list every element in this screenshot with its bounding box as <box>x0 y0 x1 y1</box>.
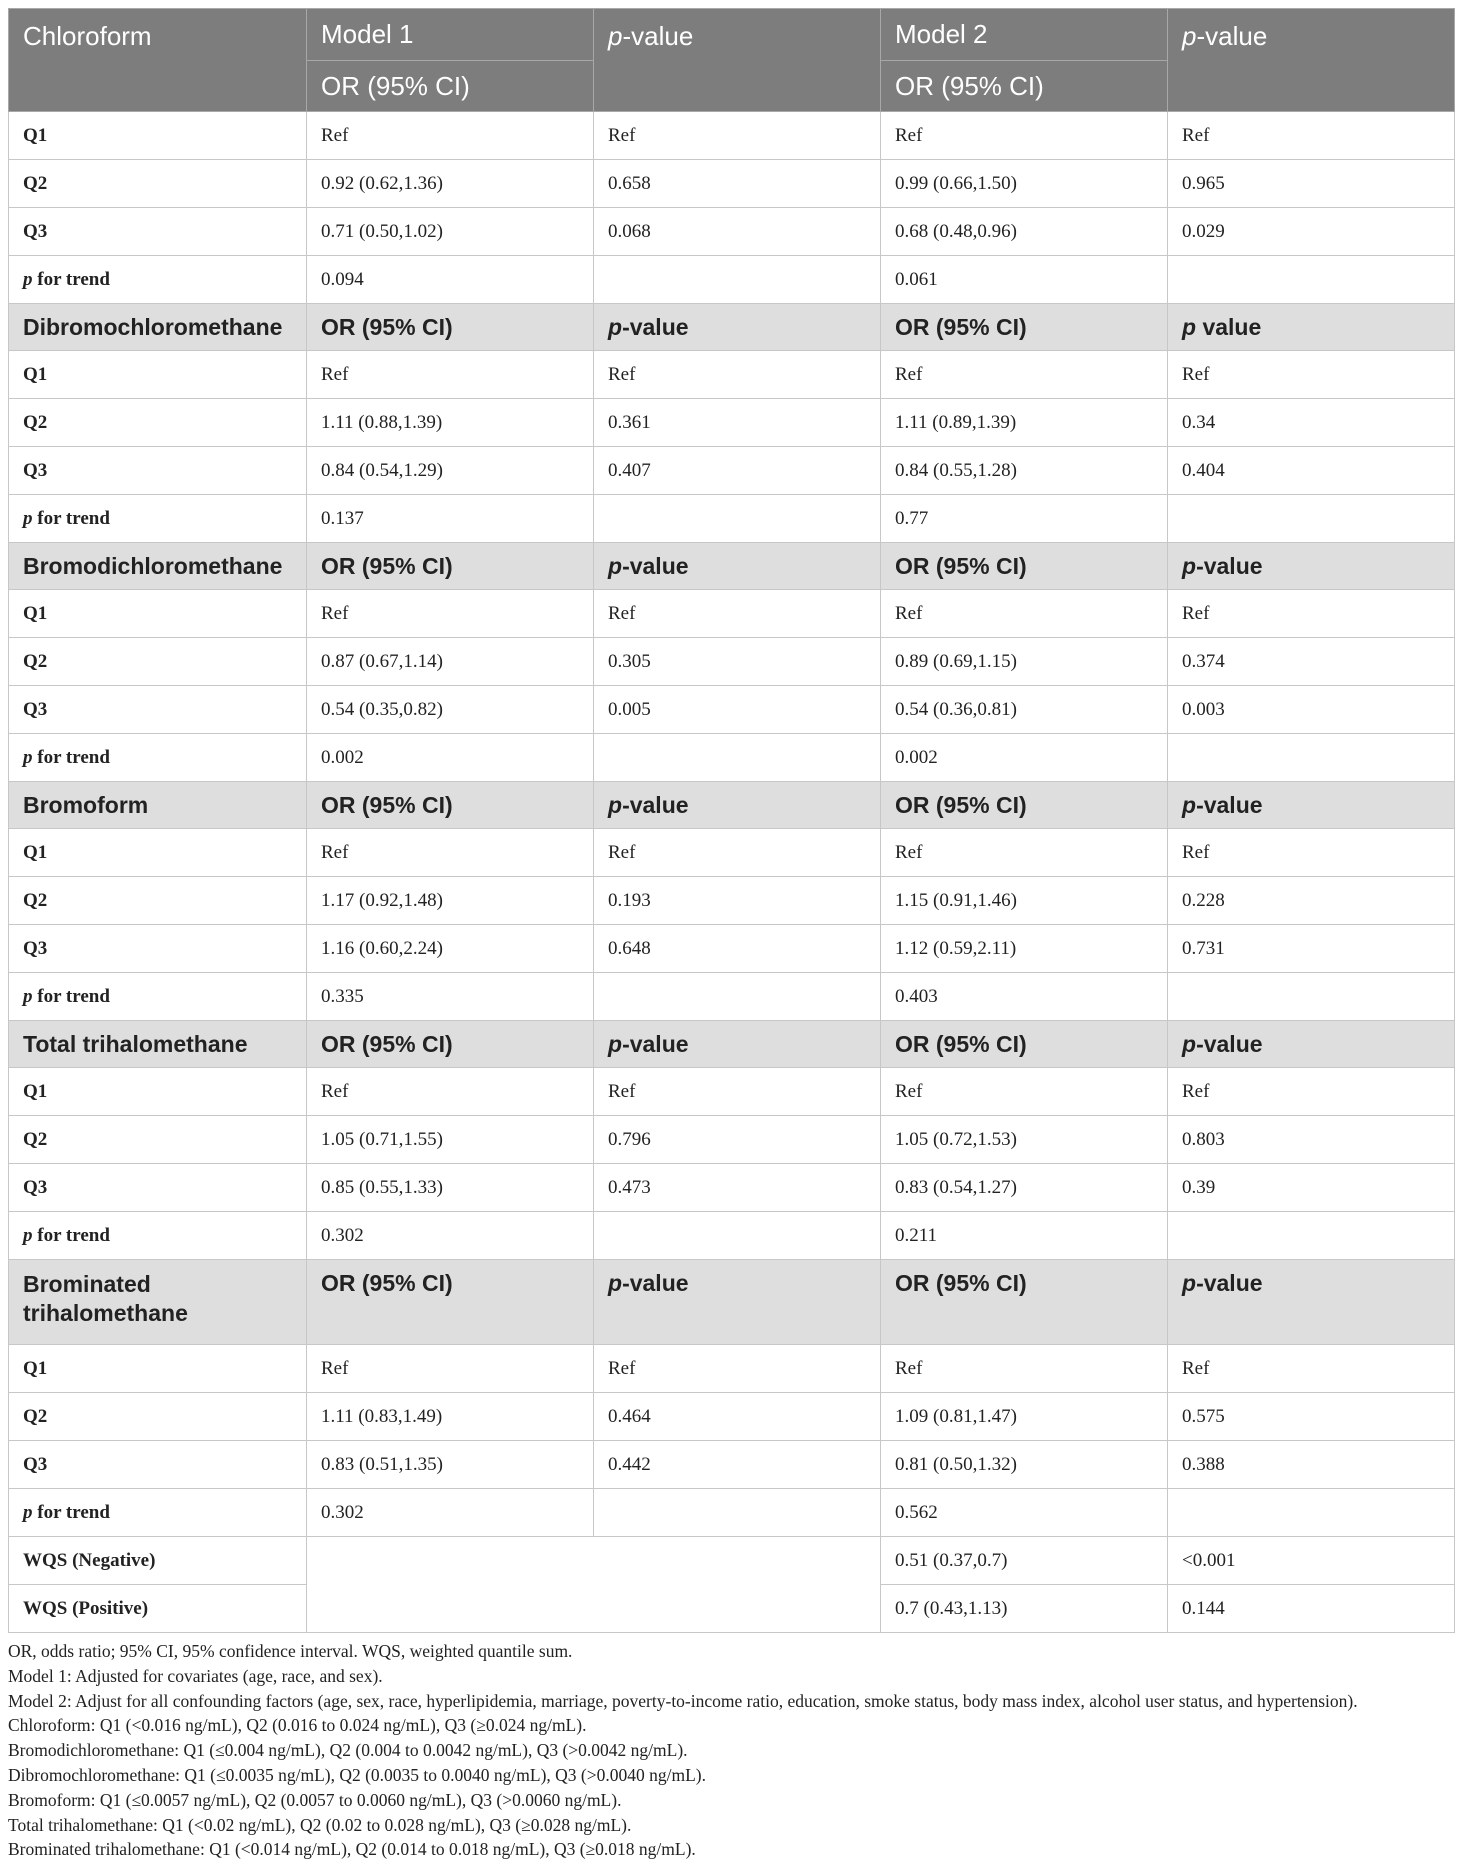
or-model-1: 1.17 (0.92,1.48) <box>307 877 594 925</box>
empty-cell <box>307 1537 881 1633</box>
or-model-1: Ref <box>307 112 594 160</box>
section-title: Bromodichloromethane <box>9 543 307 590</box>
table-row <box>9 1345 1455 1393</box>
section-p-header-1 <box>594 543 881 590</box>
p-model-1 <box>594 495 881 543</box>
p-model-2: Ref <box>1168 112 1455 160</box>
section-p-header-2 <box>1168 1260 1455 1345</box>
or-model-2: Ref <box>881 829 1168 877</box>
table-row <box>9 638 1455 686</box>
section-p-header-2 <box>1168 782 1455 829</box>
section-header-row <box>9 543 1455 590</box>
table-body <box>9 112 1455 1633</box>
p-model-1: 0.796 <box>594 1116 881 1164</box>
table-row <box>9 829 1455 877</box>
trend-row <box>9 256 1455 304</box>
p-model-2 <box>1168 734 1455 782</box>
trend-row <box>9 973 1455 1021</box>
or-model-1: Ref <box>307 590 594 638</box>
p-suffix: -value <box>622 1270 689 1296</box>
section-or-header-1: OR (95% CI) <box>307 543 594 590</box>
p-model-2: 0.228 <box>1168 877 1455 925</box>
p-italic: p <box>23 1224 33 1246</box>
trend-text: for trend <box>32 1501 110 1523</box>
row-label <box>9 495 307 543</box>
p-model-2: 0.39 <box>1168 1164 1455 1212</box>
section-or-header-1: OR (95% CI) <box>307 1260 594 1345</box>
p-italic: p <box>23 746 33 768</box>
p-model-1: Ref <box>594 590 881 638</box>
p-suffix: -value <box>622 552 689 579</box>
footnote: Dibromochloromethane: Q1 (≤0.0035 ng/mL), Q2 (0.0035 to 0.0040 ng/mL), Q3 (>0.0040 ng/mL). <box>8 1764 706 1785</box>
p-model-1: 0.407 <box>594 447 881 495</box>
table-row <box>9 1164 1455 1212</box>
p-model-2: Ref <box>1168 1068 1455 1116</box>
footnote: Model 2: Adjust for all confounding factors (age, sex, race, hyperlipidemia, marriage, poverty-to-income ratio, education, smoke status, body mass index, alcohol user status, and hypertension). <box>8 1690 1358 1711</box>
or-model-2: 0.68 (0.48,0.96) <box>881 208 1168 256</box>
trend-text: for trend <box>32 985 110 1007</box>
header-model-2: Model 2 <box>881 9 1168 61</box>
section-or-header-2: OR (95% CI) <box>881 304 1168 351</box>
table-row <box>9 447 1455 495</box>
row-label: Q3 <box>9 447 307 495</box>
row-label: Q1 <box>9 351 307 399</box>
table-row <box>9 1116 1455 1164</box>
or-model-2: 0.51 (0.37,0.7) <box>881 1537 1168 1585</box>
footnote: Bromodichloromethane: Q1 (≤0.004 ng/mL), Q2 (0.004 to 0.0042 ng/mL), Q3 (>0.0042 ng/mL). <box>8 1740 688 1761</box>
row-label: Q3 <box>9 1164 307 1212</box>
table-row <box>9 590 1455 638</box>
section-p-header-2 <box>1168 543 1455 590</box>
p-model-2: 0.388 <box>1168 1441 1455 1489</box>
results-table <box>8 8 1455 1633</box>
row-label: Q1 <box>9 590 307 638</box>
footnote: OR, odds ratio; 95% CI, 95% confidence interval. WQS, weighted quantile sum. <box>8 1641 573 1661</box>
p-model-2: 0.029 <box>1168 208 1455 256</box>
or-model-1: 0.84 (0.54,1.29) <box>307 447 594 495</box>
wqs-row <box>9 1537 1455 1585</box>
p-italic: p <box>23 507 33 529</box>
table-header <box>9 9 1455 112</box>
table-row <box>9 925 1455 973</box>
section-p-header-2 <box>1168 1021 1455 1068</box>
or-model-2: 1.11 (0.89,1.39) <box>881 399 1168 447</box>
or-model-2: 0.7 (0.43,1.13) <box>881 1585 1168 1633</box>
section-or-header-1: OR (95% CI) <box>307 1021 594 1068</box>
p-suffix: value <box>1196 313 1262 340</box>
p-model-1: 0.658 <box>594 160 881 208</box>
or-model-1: 0.302 <box>307 1212 594 1260</box>
or-model-1: 1.11 (0.83,1.49) <box>307 1393 594 1441</box>
p-model-2 <box>1168 256 1455 304</box>
footnote: Brominated trihalomethane: Q1 (<0.014 ng/mL), Q2 (0.014 to 0.018 ng/mL), Q3 (≥0.018 ng/mL). <box>8 1839 696 1860</box>
row-label: Q2 <box>9 877 307 925</box>
p-model-1 <box>594 1212 881 1260</box>
p-model-1: 0.361 <box>594 399 881 447</box>
p-italic: p <box>1182 313 1197 340</box>
p-model-1: 0.193 <box>594 877 881 925</box>
or-model-1: 0.002 <box>307 734 594 782</box>
section-p-header-1 <box>594 782 881 829</box>
table-container <box>8 8 1454 1862</box>
p-italic: p <box>1182 1030 1197 1057</box>
or-model-2: Ref <box>881 590 1168 638</box>
header-p-suffix: -value <box>1196 21 1268 51</box>
row-label <box>9 256 307 304</box>
or-model-1: 0.302 <box>307 1489 594 1537</box>
or-model-1: 0.85 (0.55,1.33) <box>307 1164 594 1212</box>
section-p-header-1 <box>594 304 881 351</box>
or-model-1: 0.54 (0.35,0.82) <box>307 686 594 734</box>
p-model-1 <box>594 734 881 782</box>
p-italic: p <box>608 1270 623 1296</box>
p-italic: p <box>608 552 623 579</box>
footnote: Chloroform: Q1 (<0.016 ng/mL), Q2 (0.016 to 0.024 ng/mL), Q3 (≥0.024 ng/mL). <box>8 1715 587 1736</box>
table-row <box>9 1068 1455 1116</box>
p-italic: p <box>608 1030 623 1057</box>
p-suffix: -value <box>1196 552 1263 579</box>
p-suffix: -value <box>622 791 689 818</box>
trend-text: for trend <box>32 268 110 290</box>
p-model-2: 0.965 <box>1168 160 1455 208</box>
p-model-2: Ref <box>1168 351 1455 399</box>
row-label: Q3 <box>9 1441 307 1489</box>
row-label: Q2 <box>9 1116 307 1164</box>
section-title: Dibromochloromethane <box>9 304 307 351</box>
p-model-2: 0.003 <box>1168 686 1455 734</box>
p-italic: p <box>1182 552 1197 579</box>
p-model-1: Ref <box>594 1068 881 1116</box>
or-model-1: Ref <box>307 1068 594 1116</box>
trend-text: for trend <box>32 746 110 768</box>
table-row <box>9 1393 1455 1441</box>
p-suffix: -value <box>1196 791 1263 818</box>
footnote: Model 1: Adjusted for covariates (age, race, and sex). <box>8 1665 383 1686</box>
or-model-2: 0.002 <box>881 734 1168 782</box>
table-row <box>9 208 1455 256</box>
or-model-1: 0.335 <box>307 973 594 1021</box>
p-suffix: -value <box>622 313 689 340</box>
row-label: WQS (Negative) <box>9 1537 307 1585</box>
or-model-2: 1.05 (0.72,1.53) <box>881 1116 1168 1164</box>
trend-row <box>9 1212 1455 1260</box>
section-or-header-1: OR (95% CI) <box>307 304 594 351</box>
row-label: Q2 <box>9 160 307 208</box>
table-row <box>9 877 1455 925</box>
section-header-row <box>9 1260 1455 1345</box>
p-model-1: 0.305 <box>594 638 881 686</box>
header-or-ci-2: OR (95% CI) <box>881 61 1168 112</box>
section-title: Bromoform <box>9 782 307 829</box>
row-label: Q2 <box>9 1393 307 1441</box>
p-model-2: 0.144 <box>1168 1585 1455 1633</box>
row-label <box>9 973 307 1021</box>
p-model-2 <box>1168 495 1455 543</box>
header-model-1: Model 1 <box>307 9 594 61</box>
row-label <box>9 1212 307 1260</box>
footnote: Bromoform: Q1 (≤0.0057 ng/mL), Q2 (0.0057 to 0.0060 ng/mL), Q3 (>0.0060 ng/mL). <box>8 1789 622 1810</box>
p-model-1: 0.473 <box>594 1164 881 1212</box>
row-label <box>9 734 307 782</box>
or-model-1: 0.83 (0.51,1.35) <box>307 1441 594 1489</box>
trend-text: for trend <box>32 1224 110 1246</box>
p-model-1: 0.442 <box>594 1441 881 1489</box>
p-suffix: -value <box>1196 1270 1263 1296</box>
p-suffix: -value <box>622 1030 689 1057</box>
or-model-2: 0.84 (0.55,1.28) <box>881 447 1168 495</box>
or-model-1: 0.094 <box>307 256 594 304</box>
or-model-1: 1.11 (0.88,1.39) <box>307 399 594 447</box>
row-label: Q3 <box>9 208 307 256</box>
or-model-1: Ref <box>307 1345 594 1393</box>
or-model-1: 0.71 (0.50,1.02) <box>307 208 594 256</box>
p-model-1 <box>594 1489 881 1537</box>
or-model-1: Ref <box>307 829 594 877</box>
trend-row <box>9 734 1455 782</box>
section-header-row <box>9 1021 1455 1068</box>
table-row <box>9 112 1455 160</box>
section-p-header-1 <box>594 1021 881 1068</box>
section-or-header-2: OR (95% CI) <box>881 1260 1168 1345</box>
p-italic: p <box>23 1501 33 1523</box>
p-italic: p <box>1182 791 1197 818</box>
table-row <box>9 160 1455 208</box>
or-model-2: 0.77 <box>881 495 1168 543</box>
p-model-1: Ref <box>594 112 881 160</box>
row-label: Q3 <box>9 686 307 734</box>
p-model-1: Ref <box>594 829 881 877</box>
or-model-2: Ref <box>881 1345 1168 1393</box>
header-chloroform: Chloroform <box>9 9 307 112</box>
or-model-2: 0.403 <box>881 973 1168 1021</box>
or-model-2: 1.09 (0.81,1.47) <box>881 1393 1168 1441</box>
row-label: Q2 <box>9 399 307 447</box>
header-p-italic: p <box>608 21 623 51</box>
or-model-2: 0.83 (0.54,1.27) <box>881 1164 1168 1212</box>
or-model-2: 0.89 (0.69,1.15) <box>881 638 1168 686</box>
or-model-2: 1.12 (0.59,2.11) <box>881 925 1168 973</box>
section-title-line-1: Brominated <box>23 1271 151 1297</box>
p-italic: p <box>608 313 623 340</box>
or-model-2: Ref <box>881 112 1168 160</box>
section-or-header-2: OR (95% CI) <box>881 543 1168 590</box>
row-label: WQS (Positive) <box>9 1585 307 1633</box>
row-label: Q1 <box>9 112 307 160</box>
p-model-2: 0.803 <box>1168 1116 1455 1164</box>
section-title: Total trihalomethane <box>9 1021 307 1068</box>
or-model-1: 1.16 (0.60,2.24) <box>307 925 594 973</box>
header-p-value-1 <box>594 9 881 112</box>
p-suffix: -value <box>1196 1030 1263 1057</box>
p-model-1: 0.068 <box>594 208 881 256</box>
row-label <box>9 1489 307 1537</box>
table-row <box>9 1441 1455 1489</box>
or-model-2: 0.54 (0.36,0.81) <box>881 686 1168 734</box>
section-title-line-2: trihalomethane <box>23 1300 188 1326</box>
row-label: Q1 <box>9 1068 307 1116</box>
trend-row <box>9 1489 1455 1537</box>
section-p-header-2 <box>1168 304 1455 351</box>
section-p-header-1 <box>594 1260 881 1345</box>
section-or-header-1: OR (95% CI) <box>307 782 594 829</box>
trend-row <box>9 495 1455 543</box>
row-label: Q1 <box>9 1345 307 1393</box>
p-model-2: Ref <box>1168 590 1455 638</box>
row-label: Q1 <box>9 829 307 877</box>
section-or-header-2: OR (95% CI) <box>881 782 1168 829</box>
p-model-2 <box>1168 1212 1455 1260</box>
table-row <box>9 351 1455 399</box>
or-model-2: 0.81 (0.50,1.32) <box>881 1441 1168 1489</box>
header-p-italic: p <box>1182 21 1197 51</box>
section-or-header-2: OR (95% CI) <box>881 1021 1168 1068</box>
table-footnotes <box>8 1639 1454 1862</box>
table-row <box>9 399 1455 447</box>
p-model-1: Ref <box>594 351 881 399</box>
header-p-value-2 <box>1168 9 1455 112</box>
header-or-ci-1: OR (95% CI) <box>307 61 594 112</box>
section-header-row <box>9 782 1455 829</box>
or-model-2: Ref <box>881 1068 1168 1116</box>
p-model-1: 0.648 <box>594 925 881 973</box>
section-header-row <box>9 304 1455 351</box>
table-row <box>9 686 1455 734</box>
p-model-1 <box>594 256 881 304</box>
p-model-2: 0.404 <box>1168 447 1455 495</box>
p-italic: p <box>23 268 33 290</box>
or-model-2: 0.99 (0.66,1.50) <box>881 160 1168 208</box>
p-model-2: <0.001 <box>1168 1537 1455 1585</box>
row-label: Q3 <box>9 925 307 973</box>
row-label: Q2 <box>9 638 307 686</box>
header-p-suffix: -value <box>622 21 694 51</box>
p-model-2: 0.575 <box>1168 1393 1455 1441</box>
footnote: Total trihalomethane: Q1 (<0.02 ng/mL), Q2 (0.02 to 0.028 ng/mL), Q3 (≥0.028 ng/mL). <box>8 1814 632 1835</box>
p-model-2: 0.34 <box>1168 399 1455 447</box>
or-model-1: 0.87 (0.67,1.14) <box>307 638 594 686</box>
or-model-2: 0.061 <box>881 256 1168 304</box>
p-model-1: Ref <box>594 1345 881 1393</box>
p-model-2 <box>1168 973 1455 1021</box>
p-italic: p <box>23 985 33 1007</box>
p-model-2: Ref <box>1168 1345 1455 1393</box>
or-model-2: 0.211 <box>881 1212 1168 1260</box>
p-model-2: Ref <box>1168 829 1455 877</box>
or-model-1: Ref <box>307 351 594 399</box>
p-model-2: 0.731 <box>1168 925 1455 973</box>
p-model-1: 0.464 <box>594 1393 881 1441</box>
or-model-2: Ref <box>881 351 1168 399</box>
p-italic: p <box>608 791 623 818</box>
p-model-1: 0.005 <box>594 686 881 734</box>
p-model-2 <box>1168 1489 1455 1537</box>
trend-text: for trend <box>32 507 110 529</box>
or-model-2: 0.562 <box>881 1489 1168 1537</box>
or-model-2: 1.15 (0.91,1.46) <box>881 877 1168 925</box>
p-italic: p <box>1182 1270 1197 1296</box>
p-model-2: 0.374 <box>1168 638 1455 686</box>
or-model-1: 1.05 (0.71,1.55) <box>307 1116 594 1164</box>
or-model-1: 0.137 <box>307 495 594 543</box>
section-title <box>9 1260 307 1345</box>
p-model-1 <box>594 973 881 1021</box>
or-model-1: 0.92 (0.62,1.36) <box>307 160 594 208</box>
